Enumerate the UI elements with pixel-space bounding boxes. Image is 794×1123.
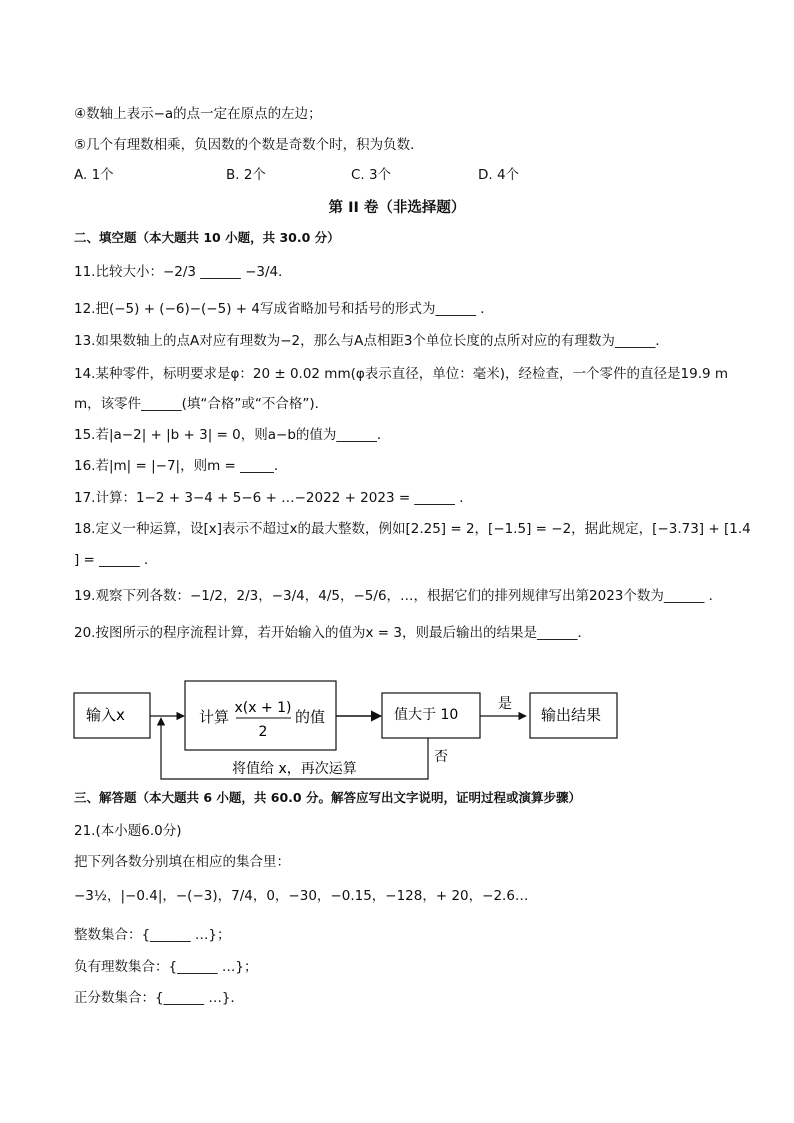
question-18-line1: 18.定义一种运算，设[x]表示不超过x的最大整数，例如[2.25] = 2，[−1.5] = −2，据此规定，[−3.73] + [1.4 bbox=[74, 521, 751, 537]
part-heading: 第 II 卷（非选择题） bbox=[328, 200, 466, 216]
question-18-line2: ] = ______ ． bbox=[74, 552, 158, 568]
choice-b: B. 2个 bbox=[226, 167, 266, 183]
question-20: 20.按图所示的程序流程计算，若开始输入的值为x = 3，则最后输出的结果是______． bbox=[74, 625, 591, 641]
statement-4: ④数轴上表示−a的点一定在原点的左边； bbox=[74, 106, 322, 122]
choice-a: A. 1个 bbox=[74, 167, 114, 183]
question-14-line2: m，该零件______(填“合格”或“不合格”)． bbox=[74, 396, 329, 412]
output-label: 输出结果 bbox=[541, 706, 602, 724]
compute-numerator: x(x + 1) bbox=[234, 700, 292, 716]
question-19: 19.观察下列各数：−1/2，2/3，−3/4，4/5，−5/6，…，根据它们的排列规律写出第2023个数为______ ． bbox=[74, 588, 723, 604]
condition-label: 值大于 10 bbox=[394, 707, 459, 723]
statement-5: ⑤几个有理数相乘，负因数的个数是奇数个时，积为负数． bbox=[74, 137, 424, 153]
choice-d: D. 4个 bbox=[478, 167, 520, 183]
no-label: 否 bbox=[434, 749, 448, 765]
positive-fraction-set-line: 正分数集合：{______ …}． bbox=[74, 990, 244, 1006]
question-11: 11.比较大小：−2/3 ______ −3/4． bbox=[74, 264, 292, 280]
compute-prefix: 计算 bbox=[199, 708, 230, 726]
question-12: 12.把(−5) + (−6)−(−5) + 4写成省略加号和括号的形式为______ ． bbox=[74, 301, 494, 317]
question-21-prompt: 把下列各数分别填在相应的集合里： bbox=[74, 854, 290, 870]
choice-c: C. 3个 bbox=[351, 167, 392, 183]
program-flowchart bbox=[70, 676, 630, 786]
yes-label: 是 bbox=[498, 696, 512, 712]
compute-suffix: 的值 bbox=[295, 708, 326, 726]
question-17: 17.计算：1−2 + 3−4 + 5−6 + …−2022 + 2023 = ______ ． bbox=[74, 490, 473, 506]
question-15: 15.若|a−2| + |b + 3| = 0，则a−b的值为______． bbox=[74, 427, 391, 443]
question-16: 16.若|m| = |−7|，则m = _____． bbox=[74, 458, 288, 474]
loop-label: 将值给 x，再次运算 bbox=[232, 761, 357, 777]
question-13: 13.如果数轴上的点A对应有理数为−2，那么与A点相距3个单位长度的点所对应的有理数为______． bbox=[74, 333, 669, 349]
input-label: 输入x bbox=[86, 706, 125, 724]
compute-denominator: 2 bbox=[258, 724, 268, 740]
section2-heading: 二、填空题（本大题共 10 小题，共 30.0 分） bbox=[74, 230, 340, 245]
negative-rational-set-line: 负有理数集合：{______ …}； bbox=[74, 959, 258, 975]
integer-set-line: 整数集合：{______ …}； bbox=[74, 927, 231, 943]
section3-heading: 三、解答题（本大题共 6 小题，共 60.0 分。解答应写出文字说明，证明过程或演算步骤） bbox=[74, 790, 581, 805]
question-21-title: 21.(本小题6.0分) bbox=[74, 823, 182, 839]
question-14-line1: 14.某种零件，标明要求是φ：20 ± 0.02 mm(φ表示直径，单位：毫米)，经检查，一个零件的直径是19.9 m bbox=[74, 366, 729, 382]
question-21-numbers: −3½，|−0.4|，−(−3)，7/4，0，−30，−0.15，−128，+ 20，−2.6… bbox=[74, 888, 529, 904]
